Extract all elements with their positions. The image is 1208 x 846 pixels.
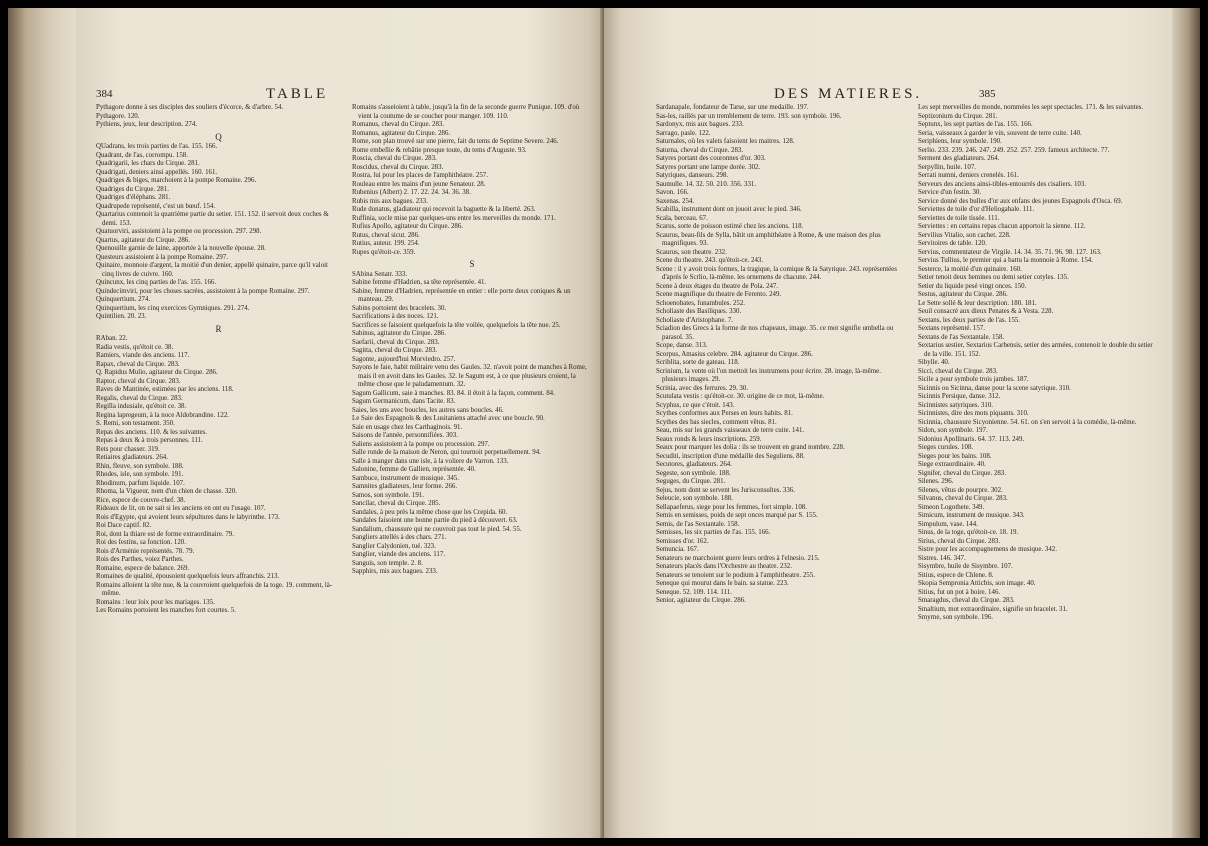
index-entry: Service donné des bulles d'or aux enfans des jeunes Espagnols d'Osca. 69.: [918, 197, 1123, 205]
index-entry: Sacrifications à des noces. 121.: [352, 313, 439, 320]
index-entry: Scope, danse. 313.: [656, 342, 708, 349]
index-entry: Serviettes : en certains repas chacun apportoit la sienne. 112.: [918, 223, 1086, 230]
index-entry: QUadrans, les trois parties de l'as. 155. 166.: [96, 143, 218, 150]
index-entry: Satyriques, danseurs. 298.: [656, 172, 729, 179]
index-entry: Simpulum, vase. 144.: [918, 520, 978, 528]
index-entry: Rubenius (Albert) 2. 17. 22. 24. 34. 36. 38.: [352, 189, 471, 196]
index-entry: Quadrupede représenté, c'est un bœuf. 154.: [96, 202, 216, 210]
index-entry: Saumulle. 14. 32. 50. 210. 356. 331.: [656, 180, 757, 188]
index-entry: Schoenobates, funambules. 252.: [656, 299, 745, 307]
right-page: [604, 8, 1172, 838]
index-entry: Sciadion des Grecs à la forme de nos chapeaux, image. 35. ce mot signifie umbella ou parasol. 35.: [656, 325, 894, 341]
index-entry: Servius, commentateur de Virgile. 14. 34. 35. 71. 96. 98. 127. 163.: [918, 248, 1102, 256]
index-entry: Rome embellie & rebâtie presque toute, du tems d'Auguste. 93.: [352, 146, 527, 154]
index-entry: Sistres. 146. 347.: [918, 554, 966, 562]
index-entry: Seau, mis sur les grands vaisseaux de terre cuite. 141.: [656, 427, 805, 434]
index-entry: Samos, son symbole. 191.: [352, 491, 424, 499]
section-letter: R: [215, 323, 222, 334]
index-entry: Sesterce, la moitié d'un quinaire. 160.: [918, 265, 1022, 273]
index-entry: Q. Rapidus Mulio, agitateur du Cirque. 286.: [96, 369, 218, 376]
index-entry: Seriphiens, leur symbole. 190.: [918, 138, 1002, 145]
index-entry: Sieges curules. 108.: [918, 444, 974, 451]
index-entry: Sextarius sestier, Sextarius Carbensis, setier des armées, contenoit le double du setier de la ville. 151. 152.: [918, 342, 1153, 358]
index-entry: Sayons le faie, habit militaire venu des Gaules. 32. n'avoit point de manches à Rome, mais il en avoit dans les Gaules. 32. le Sagum est, à ce que plusieurs croient, la même chose que le paludamentum. 32.: [352, 364, 587, 388]
index-entry: Sancilar, cheval du Cirque. 285.: [352, 500, 441, 507]
index-entry: Scholiaste d'Aristophane. 7.: [656, 316, 734, 324]
index-entry: Sicinnistes satyriques. 310.: [918, 401, 994, 409]
index-entry: Scaurus, beau-fils de Sylla, bâtit un amphithéatre à Rome, & une maison des plus magnifiques. 93.: [656, 231, 881, 247]
index-entry: Quincunx, les cinq parties de l'as. 155. 166.: [96, 279, 217, 286]
index-entry: Romains : leur loix pour les mariages. 135.: [96, 598, 215, 606]
index-entry: Sanglier, viande des anciens. 117.: [352, 551, 446, 558]
index-entry: Rome, son plan trouvé sur une pierre, fait du tems de Septime Severe. 246.: [352, 138, 559, 145]
index-entry: Senateurs ne marchoient guere leurs ordres à l'elnesio. 215.: [656, 554, 820, 562]
index-entry: Raves de Mantinée, estimées par les anciens. 118.: [96, 386, 234, 393]
index-entry: Semis, de l'as Sextantale. 158.: [656, 520, 740, 528]
index-entry: Scythes des bas siecles, comment vêtus. 81.: [656, 418, 777, 426]
index-entry: Salle ronde de la maison de Neron, qui tournoit perpetuellement. 94.: [352, 449, 541, 456]
index-entry: Scene magnifique du theatre de Ferento. 249.: [656, 291, 782, 298]
index-entry: Sidonius Apollinaris. 64. 37. 113. 249.: [918, 435, 1025, 443]
index-entry: Rutius, auteur. 199. 254.: [352, 240, 420, 247]
index-column-left-1: [96, 104, 341, 616]
index-entry: Senior, agitateur du Cirque. 286.: [656, 597, 746, 604]
index-entry: Scutulata vestis : qu'étoit-ce. 30. origine de ce mot, là-même.: [656, 393, 825, 400]
index-entry: Quartarius contenoit la quatrième partie du setier. 151. 152. il servoit deux coches & demi. 153.: [96, 211, 329, 227]
index-entry: Rutus, cheval sicut. 286.: [352, 231, 420, 239]
index-entry: Quintilien. 20. 23.: [96, 313, 147, 320]
index-entry: Serlio. 233. 239. 246. 247. 249. 252. 257. 259. fameux architecte. 77.: [918, 146, 1110, 154]
index-entry: Sagum Germanicum, dans Tacite. 83.: [352, 398, 456, 405]
index-entry: Rufius Apollo, agitateur du Cirque. 286.: [352, 223, 464, 230]
index-entry: Sas-les, raillés par un tremblement de terre. 193. son symbole. 196.: [656, 112, 842, 120]
index-entry: Sicinnis Persique, danse. 312.: [918, 393, 1001, 400]
index-entry: Siege extraordinaire. 40.: [918, 461, 986, 468]
index-entry: Senateurs placés dans l'Orchestre au theatre. 232.: [656, 563, 792, 570]
index-entry: Scorpus, Amasius celebre. 284. agitateur du Cirque. 286.: [656, 350, 813, 358]
index-entry: Rouleau entre les mains d'un jeune Senateur. 28.: [352, 180, 486, 188]
index-entry: Ramiers, viande des anciens. 117.: [96, 352, 190, 359]
index-entry: Rhodinum, parfum liquide. 107.: [96, 479, 185, 487]
index-entry: Saies, les uns avec boucles, les autres sans boucles. 46.: [352, 406, 504, 414]
index-entry: Ruffinia, socle mise par quelques-uns entre les merveilles du monde. 171.: [352, 214, 556, 222]
index-entry: Saefarii, cheval du Cirque. 283.: [352, 338, 440, 346]
section-letter: Q: [215, 131, 222, 142]
index-entry: Sicinnis ou Sicinna, danse pour la scene satyrique. 310.: [918, 384, 1071, 392]
index-entry: Segeste, son symbole. 188.: [656, 469, 731, 477]
index-entry: Quadrant, de l'as, corrompu. 158.: [96, 151, 188, 159]
index-entry: Les sept merveilles du monde, nommées les sept spectacles. 171. & les suivantes.: [918, 104, 1144, 111]
index-entry: Smaltium, mot extraordinaire, signifie un bracelet. 31.: [918, 605, 1068, 613]
index-entry: Sicinnistes, dire des mots piquants. 310.: [918, 410, 1029, 417]
index-entry: Skopia Sempronia Atticbis, son image. 40.: [918, 580, 1036, 587]
index-entry: Quadrigati, deniers ainsi appellés. 160. 161.: [96, 168, 218, 176]
open-book: [8, 8, 1200, 838]
index-entry: Pythagore donne à ses disciples des souliers d'écorce, & d'arbre. 54.: [96, 104, 284, 111]
index-entry: Satyres portant une lampe dorée. 302.: [656, 163, 761, 171]
index-entry: Silenes, vêtus de pourpre. 302.: [918, 486, 1003, 494]
index-entry: Sextans de l'as Sextantale. 158.: [918, 333, 1005, 341]
index-entry: Pythiens, jeux, leur description. 274.: [96, 121, 198, 128]
index-entry: Seria, vaisseaux à garder le vin, souvent de terre cuite. 140.: [918, 129, 1082, 137]
index-entry: Pythagore. 120.: [96, 112, 140, 120]
index-entry: Setier du liquide pesé vingt onces. 150.: [918, 282, 1027, 290]
index-entry: Serrati numni, deniers crenelés. 161.: [918, 172, 1019, 179]
index-entry: Rupes qu'étoit-ce. 359.: [352, 248, 416, 256]
index-entry: Scyphus, ce que c'étoit. 143.: [656, 401, 735, 409]
index-entry: Romanus, agitateur du Cirque. 286.: [352, 129, 451, 137]
index-entry: Semis en semisses, poids de sept onces marqué par S. 155.: [656, 512, 818, 519]
index-entry: Service d'un festin. 30.: [918, 189, 982, 196]
index-entry: Rois d'Egypte, qui avoient leurs sépultures dans le labyrinthe. 173.: [96, 513, 280, 521]
index-entry: Scabilla, instrument dont on jouoit avec le pied. 346.: [656, 206, 802, 213]
index-entry: Sitius, fut un pot à boire. 146.: [918, 588, 1001, 596]
index-entry: Sieges pour les bains. 108.: [918, 452, 992, 460]
index-entry: Le Saie des Espagnols & des Lusitaniens attaché avec une boucle. 90.: [352, 415, 545, 422]
index-entry: Quadrigarii, les chars du Cirque. 281.: [96, 160, 200, 167]
index-entry: Retiaires gladiateurs. 264.: [96, 454, 168, 461]
index-entry: Rubis mis aux bagues. 233.: [352, 197, 428, 205]
index-entry: Sagitta, cheval du Cirque. 283.: [352, 347, 438, 354]
index-entry: Quadriges du Cirque. 281.: [96, 185, 169, 193]
index-entry: Servilius Vitalio, son cachet. 228.: [918, 231, 1011, 239]
page-edges-right: [1170, 8, 1200, 838]
index-entry: Saturna, cheval du Cirque. 283.: [656, 146, 744, 154]
index-entry: Smaragdus, cheval du Cirque. 283.: [918, 597, 1015, 604]
index-entry: Raptor, cheval du Cirque. 283.: [96, 377, 181, 385]
index-entry: Sabine, femme d'Hadrien, représentée en entier : elle porte deux coniques & un manteau. 29.: [352, 287, 571, 303]
index-entry: SAbina Senatr. 333.: [352, 270, 408, 278]
left-page: [76, 8, 604, 838]
index-entry: Sacrifices se faisoient quelquefois la tête voilée, quelquefois la tête nue. 25.: [352, 321, 561, 329]
index-entry: Rostra, lui pour les places de l'amphithéatre. 257.: [352, 172, 488, 179]
index-entry: Serviettes de toile tissée. 111.: [918, 214, 1000, 222]
index-entry: Scriblita, sorte de gateau. 118.: [656, 359, 740, 366]
index-entry: Saxenas. 254.: [656, 197, 695, 205]
index-entry: Rhoma, la Vigueur, nom d'un chien de chasse. 320.: [96, 488, 237, 495]
index-entry: Sisymbre, huile de Sisymbre. 107.: [918, 563, 1013, 570]
index-entry: Romaine, espece de balance. 269.: [96, 564, 190, 572]
section-letter: S: [469, 259, 475, 269]
index-entry: Sanglier Calydonien, tué. 323.: [352, 542, 436, 550]
index-entry: Sicile a pour symbole trois jambes. 187.: [918, 376, 1029, 383]
index-entry: Regina lapregeum, à la noce Aldobrandine. 122.: [96, 411, 229, 419]
index-entry: Servius Tullius, le premier qui a battu la monnoie à Rome. 154.: [918, 257, 1093, 264]
index-entry: Seaux pour marquer les dolia : ils se trouvent en grand nombre. 228.: [656, 444, 845, 451]
index-entry: S. Remi, son testament. 350.: [96, 420, 175, 427]
index-entry: Romains alloient la tête nue, & la couvroient quelquefois de la toge. 19. comment, là-même.: [96, 581, 333, 597]
index-entry: Scythes conformes aux Perses en leurs habits. 81.: [656, 410, 793, 417]
index-entry: Septunx, les sept parties de l'as. 155. 166.: [918, 121, 1033, 128]
index-entry: Sangliers attellés à des chars. 271.: [352, 534, 447, 541]
index-entry: Salle à manger dans une isle, à la voliere de Varron. 133.: [352, 457, 509, 465]
index-entry: Rois d'Arménie représentés. 78. 79.: [96, 547, 195, 555]
index-entry: Sandales, à peu près la même chose que les Crepida. 60.: [352, 508, 508, 516]
index-entry: Scala, berceau. 67.: [656, 214, 708, 222]
index-entry: Scarus, sorte de poisson estimé chez les anciens. 118.: [656, 223, 804, 230]
index-entry: Simicum, instrument de musique. 343.: [918, 512, 1025, 519]
index-entry: Sidon, son symbole. 197.: [918, 427, 988, 434]
index-entry: Seneque. 52. 109. 114. 111.: [656, 588, 732, 596]
index-entry: Roi des festins, sa fonction. 120.: [96, 539, 186, 546]
index-entry: Sanguis, son temple. 2. 8.: [352, 559, 423, 567]
index-entry: Saie en usage chez les Carthaginois. 91.: [352, 423, 463, 431]
index-entry: Romanus, cheval du Cirque. 283.: [352, 121, 445, 128]
index-column-right-1: [656, 104, 906, 606]
index-entry: Repas des anciens. 110. & les suivantes.: [96, 428, 207, 436]
index-entry: Rice, espece de couvre-chef. 38.: [96, 496, 186, 504]
index-entry: Secutores, gladiateurs. 264.: [656, 461, 732, 468]
index-entry: Sestus, agitateur du Cirque. 286.: [918, 291, 1008, 298]
index-entry: Les Romains portoient les manches fort courtes. 5.: [96, 607, 236, 614]
index-entry: Savon. 166.: [656, 189, 689, 196]
index-entry: Satyres portant des couronnes d'or. 303.: [656, 155, 766, 162]
index-entry: Smyrne, son symbole. 196.: [918, 614, 994, 621]
index-entry: Salonine, femme de Gallien, représentée. 40.: [352, 466, 476, 473]
index-entry: Regilla indusiale, qu'étoit ce. 38.: [96, 403, 187, 410]
index-entry: Sabins portoient des bracelets. 30.: [352, 304, 447, 312]
index-entry: Sibylle. 40.: [918, 359, 950, 366]
index-entry: Sandalium, chaussure qui ne couvroit pas tout le pied. 54. 55.: [352, 525, 522, 533]
page-number-right: 385: [979, 88, 996, 100]
index-entry: Serveurs des anciens ainsi-tibles-entourrés des cisaliers. 103.: [918, 180, 1087, 188]
index-entry: Serviettes de toile d'or d'Heliogabale. 111.: [918, 206, 1035, 213]
index-entry: Sardonyx, mis aux bagues. 233.: [656, 121, 744, 128]
index-entry: Regalis, cheval du Cirque. 283.: [96, 394, 183, 402]
index-entry: Seneque qui mourut dans le bain. sa statue. 223.: [656, 580, 789, 587]
index-entry: Questeurs assistoient à la pompe Romaine. 297.: [96, 253, 229, 261]
index-entry: Quatuorviri, assistoient à la pompe ou procession. 297. 298.: [96, 228, 262, 235]
index-entry: Sicci, cheval du Cirque. 283.: [918, 367, 998, 375]
index-entry: Sinus, de la toge, qu'étoit-ce. 18. 19.: [918, 529, 1019, 536]
index-entry: RAban. 22.: [96, 335, 128, 342]
page-number-left: 384: [96, 88, 113, 100]
index-entry: Quinquertium. 274.: [96, 296, 151, 303]
index-entry: Romaines de qualité, épousoient quelquefois leurs affranchis. 213.: [96, 573, 280, 580]
index-entry: Scene du theatre. 243. qu'étoit-ce. 243.: [656, 257, 764, 264]
index-entry: Serpyllin, huile. 107.: [918, 163, 976, 171]
index-entry: Rets pour chasser. 319.: [96, 445, 160, 453]
index-entry: Seaux ronds & leurs inscriptions. 259.: [656, 435, 762, 443]
index-entry: Sistre pour les accompagnemens de musique. 342.: [918, 546, 1057, 553]
index-entry: Seuil consacré aux dieux Penates & à Vesta. 228.: [918, 308, 1054, 315]
index-entry: Seguges, du Cirque. 281.: [656, 478, 726, 485]
index-entry: Roi, dont la thiare est de forme extraordinaire. 79.: [96, 530, 234, 538]
index-entry: Semisses, les six parties de l'as. 155. 166.: [656, 529, 771, 536]
index-entry: Sabinus, agitateur du Cirque. 286.: [352, 330, 446, 337]
index-entry: Le Sette sollé & leur description. 180. 181.: [918, 299, 1037, 307]
index-entry: Roscia, cheval du Cirque. 283.: [352, 155, 437, 162]
index-entry: Scrinia, avec des ferrures. 29. 30.: [656, 384, 749, 392]
index-column-right-2: [918, 104, 1158, 623]
page-edges-left: [8, 8, 78, 838]
index-entry: Scene : il y avoit trois formes, la tragique, la comique & la Satyrique. 243. représentées d'après le Scrlio, là-même. les ornemens de chacune. 244.: [656, 265, 897, 281]
index-entry: Sirius, cheval du Cirque. 283.: [918, 537, 1001, 545]
index-entry: Saturnales, où les valets faisoient les maitres. 128.: [656, 138, 795, 145]
index-entry: Servitoires de table. 120.: [918, 240, 987, 247]
index-entry: Sagum Gallicum, saie à manches. 83. 84. il étoit à la façon, comment. 84.: [352, 389, 555, 397]
index-entry: Scaurus, son theatre. 232.: [656, 248, 727, 256]
index-entry: Sardanapale, fondateur de Tarse, sur une medaille. 197.: [656, 104, 809, 111]
index-entry: Sextans, les deux parties de l'as. 155.: [918, 316, 1021, 324]
index-entry: Quindecimviri, pour les choses sacrées, assistoient à la pompe Romaine. 297.: [96, 287, 310, 295]
index-entry: Radia vestis, qu'étoit ce. 38.: [96, 343, 174, 351]
index-entry: Signifer, cheval du Cirque. 283.: [918, 469, 1006, 477]
index-entry: Scene à deux étages du theatre de Pola. 247.: [656, 282, 779, 290]
index-entry: Sagonte, aujourd'hui Morviedro. 257.: [352, 355, 456, 363]
index-entry: Quadriges & biges, marchoient à la pompe Romaine. 296.: [96, 177, 257, 184]
index-entry: Rois des Parthes, voiez Parthes.: [96, 556, 184, 563]
index-entry: Serment des gladiateurs. 264.: [918, 155, 1000, 162]
index-entry: Silvanus, cheval du Cirque. 283.: [918, 495, 1008, 502]
index-entry: Sapphirs, mis aux bagues. 233.: [352, 568, 438, 575]
index-entry: Seleucie, son symbole. 188.: [656, 495, 733, 502]
index-entry: Sandales faisoient une bonne partie du pied à découvert. 63.: [352, 517, 518, 524]
index-entry: Sitius, espece de Chlene. 8.: [918, 571, 994, 579]
index-entry: Quinquertium, les cinq exercices Gymniques. 291. 274.: [96, 304, 250, 312]
index-entry: Setier tenoit deux hemines ou demi setier cotyles. 135.: [918, 274, 1069, 281]
index-entry: Secuditi, inscription d'une médaille des Seguliens. 88.: [656, 452, 805, 460]
index-entry: Sicinnia, chaussure Sicyonienne. 54. 61. on s'en servoit à la comédie, là-même.: [918, 418, 1137, 426]
index-entry: Sabine femme d'Hadrien, sa tête représentée. 41.: [352, 279, 487, 286]
index-entry: Semuncia. 167.: [656, 546, 699, 553]
index-entry: Sejus, nom dont se servent les Jurisconsultes. 336.: [656, 486, 795, 494]
index-entry: Roscidus, cheval du Cirque. 283.: [352, 163, 444, 171]
index-entry: Scholiaste des Basiliques. 330.: [656, 308, 742, 315]
index-entry: Repas à deux & à trois personnes. 111.: [96, 437, 203, 444]
index-entry: Simeon Logothete. 349.: [918, 503, 985, 511]
index-entry: Senateurs se tenoient sur le podium à l'amphitheatre. 255.: [656, 571, 815, 579]
index-entry: Quinaire, monnoie d'argent, la moitié d'un denier, appellé quinaire, parce qu'il valoit cinq livres de cuivre. 160.: [96, 262, 328, 278]
index-entry: Sambuce, instrument de musique. 345.: [352, 474, 459, 482]
index-entry: Saisons de l'année, personnifiées. 303.: [352, 432, 458, 439]
index-entry: Romains s'asseioient à table, jusqu'à la fin de la seconde guerre Punique. 109. d'où vient la coutume de se coucher pour manger. 109. 110.: [352, 104, 580, 120]
index-entry: Quadriges d'éléphans. 281.: [96, 194, 171, 201]
index-entry: Saliens assistoient à la pompe ou procession. 297.: [352, 440, 490, 448]
index-entry: Scrinium, la vente où l'on mettoit les instrumens pour écrire. 28. image, là-même. plusieurs images. 29.: [656, 367, 881, 383]
index-entry: Silenes. 296.: [918, 478, 954, 485]
index-entry: Rhin, fleuve, son symbole. 188.: [96, 462, 184, 470]
index-entry: Sextans représenté. 157.: [918, 325, 985, 332]
running-head-left: TABLE: [266, 86, 329, 102]
index-entry: Rude donatus, gladiateur qui recevoit la baguette & la liberté. 263.: [352, 206, 536, 213]
index-entry: Roi Dace captif. 82.: [96, 522, 152, 529]
index-entry: Quartus, agitateur du Cirque. 286.: [96, 236, 190, 244]
index-entry: Semisses d'or. 162.: [656, 537, 709, 545]
index-entry: Septizonium du Cirque. 281.: [918, 112, 998, 120]
index-entry: Rhodes, isle, son symbole. 191.: [96, 471, 184, 478]
index-entry: Rapax, cheval du Cirque. 283.: [96, 360, 180, 368]
index-entry: Quenouille garnie de laine, apportée à la nouvelle épouse. 28.: [96, 245, 266, 252]
index-entry: Sellapaeferus, siege pour les femmes, fort simple. 108.: [656, 503, 807, 511]
index-entry: Samnites gladiateurs, leur forme. 266.: [352, 483, 458, 490]
index-entry: Sarrago, pasle. 122.: [656, 129, 711, 137]
index-entry: Rideaux de lit, on ne sait si les anciens en ont eu l'usage. 107.: [96, 505, 266, 512]
index-column-left-2: [352, 104, 592, 577]
running-head-right: DES MATIERES.: [774, 86, 923, 102]
